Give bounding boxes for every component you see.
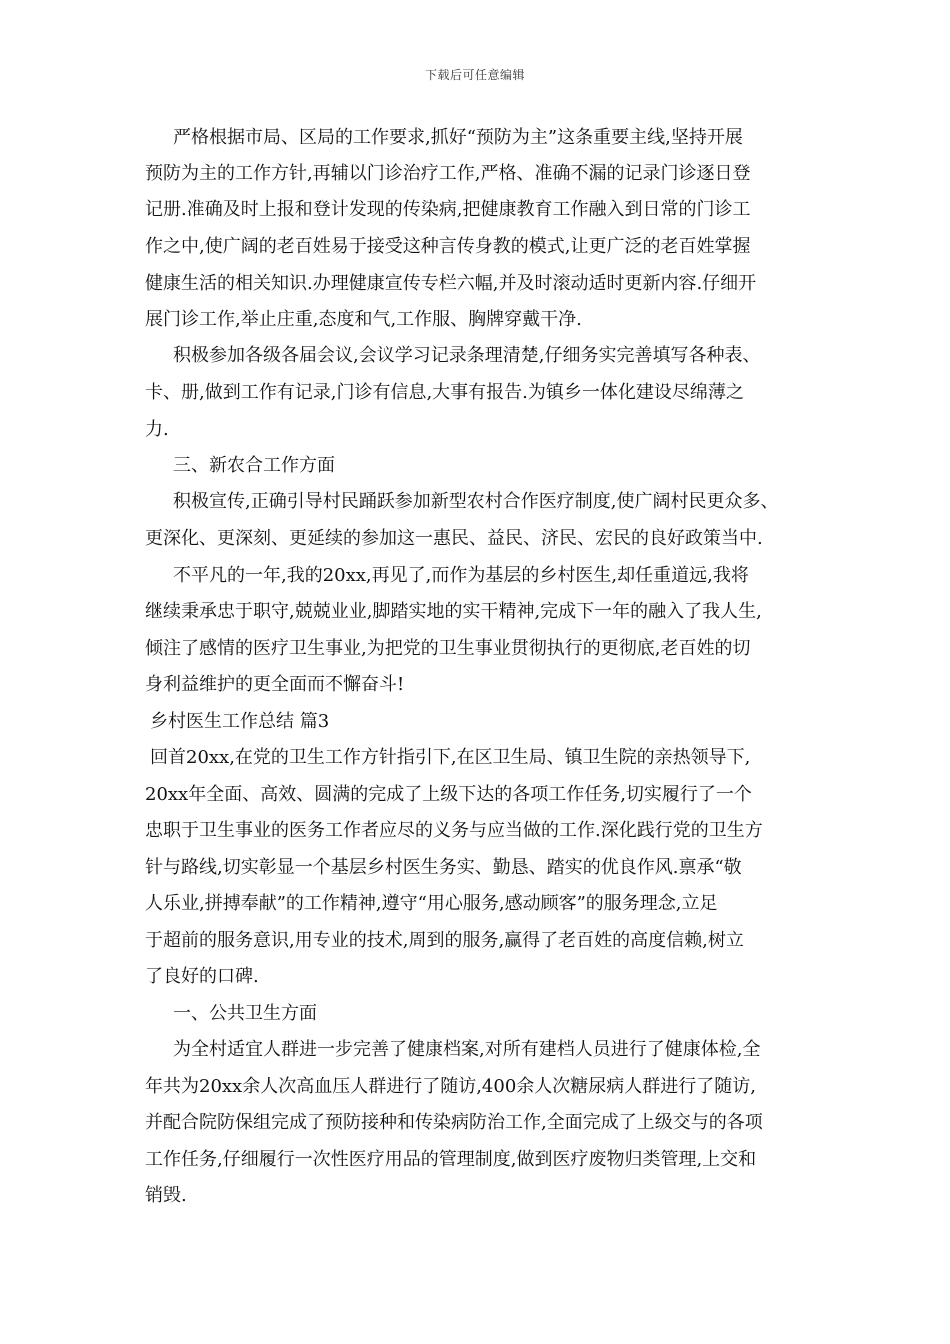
text-line: 了良好的口碑. bbox=[145, 966, 259, 987]
text-line: 力. bbox=[145, 419, 169, 440]
text-line: 身利益维护的更全面而不懈奋斗! bbox=[145, 674, 405, 695]
text-line: 销毁. bbox=[145, 1185, 187, 1206]
article-title: 乡村医生工作总结 篇3 bbox=[150, 711, 330, 732]
section-heading: 三、新农合工作方面 bbox=[173, 455, 335, 476]
text-line: 倾注了感情的医疗卫生事业,为把党的卫生事业贯彻执行的更彻底,老百姓的切 bbox=[145, 638, 751, 659]
text-line: 人乐业,拼搏奉献”的工作精神,遵守“用心服务,感动顾客”的服务理念,立足 bbox=[145, 893, 718, 914]
text-line: 展门诊工作,举止庄重,态度和气,工作服、胸牌穿戴干净. bbox=[145, 309, 582, 330]
text-line: 健康生活的相关知识.办理健康宣传专栏六幅,并及时滚动适时更新内容.仔细开 bbox=[145, 273, 757, 294]
text-line: 不平凡的一年,我的20xx,再见了,而作为基层的乡村医生,却任重道远,我将 bbox=[173, 565, 749, 586]
text-line: 工作任务,仔细履行一次性医疗用品的管理制度,做到医疗废物归类管理,上交和 bbox=[145, 1149, 757, 1170]
text-line: 忠职于卫生事业的医务工作者应尽的义务与应当做的工作.深化践行党的卫生方 bbox=[145, 820, 763, 841]
text-line: 为全村适宜人群进一步完善了健康档案,对所有建档人员进行了健康体检,全 bbox=[173, 1039, 761, 1060]
text-line: 严格根据市局、区局的工作要求,抓好“预防为主”这条重要主线,坚持开展 bbox=[173, 127, 743, 148]
text-line: 积极参加各级各届会议,会议学习记录条理清楚,仔细务实完善填写各种表、 bbox=[173, 345, 761, 366]
text-line: 继续秉承忠于职守,兢兢业业,脚踏实地的实干精神,完成下一年的融入了我人生, bbox=[145, 601, 762, 622]
text-line: 卡、册,做到工作有记录,门诊有信息,大事有报告.为镇乡一体化建设尽绵薄之 bbox=[145, 382, 744, 403]
text-line: 更深化、更深刻、更延续的参加这一惠民、益民、济民、宏民的良好政策当中. bbox=[145, 528, 763, 549]
text-line: 回首20xx,在党的卫生工作方针指引下,在区卫生局、镇卫生院的亲热领导下, bbox=[150, 747, 751, 768]
text-line: 并配合院防保组完成了预防接种和传染病防治工作,全面完成了上级交与的各项 bbox=[145, 1112, 763, 1133]
section-heading: 一、公共卫生方面 bbox=[173, 1003, 317, 1024]
text-line: 年共为20xx余人次高血压人群进行了随访,400余人次糖尿病人群进行了随访, bbox=[145, 1076, 757, 1097]
text-line: 针与路线,切实彰显一个基层乡村医生务实、勤恳、踏实的优良作风.禀承“敬 bbox=[145, 857, 742, 878]
text-line: 积极宣传,正确引导村民踊跃参加新型农村合作医疗制度,使广阔村民更众多、 bbox=[173, 491, 779, 512]
text-line: 记册.准确及时上报和登计发现的传染病,把健康教育工作融入到日常的门诊工 bbox=[145, 199, 751, 220]
text-line: 20xx年全面、高效、圆满的完成了上级下达的各项工作任务,切实履行了一个 bbox=[145, 784, 752, 805]
text-line: 于超前的服务意识,用专业的技术,周到的服务,赢得了老百姓的高度信赖,树立 bbox=[145, 930, 744, 951]
text-line: 预防为主的工作方针,再辅以门诊治疗工作,严格、准确不漏的记录门诊逐日登 bbox=[145, 163, 751, 184]
page-header: 下载后可任意编辑 bbox=[424, 68, 525, 82]
text-line: 作之中,使广阔的老百姓易于接受这种言传身教的模式,让更广泛的老百姓掌握 bbox=[145, 236, 751, 257]
